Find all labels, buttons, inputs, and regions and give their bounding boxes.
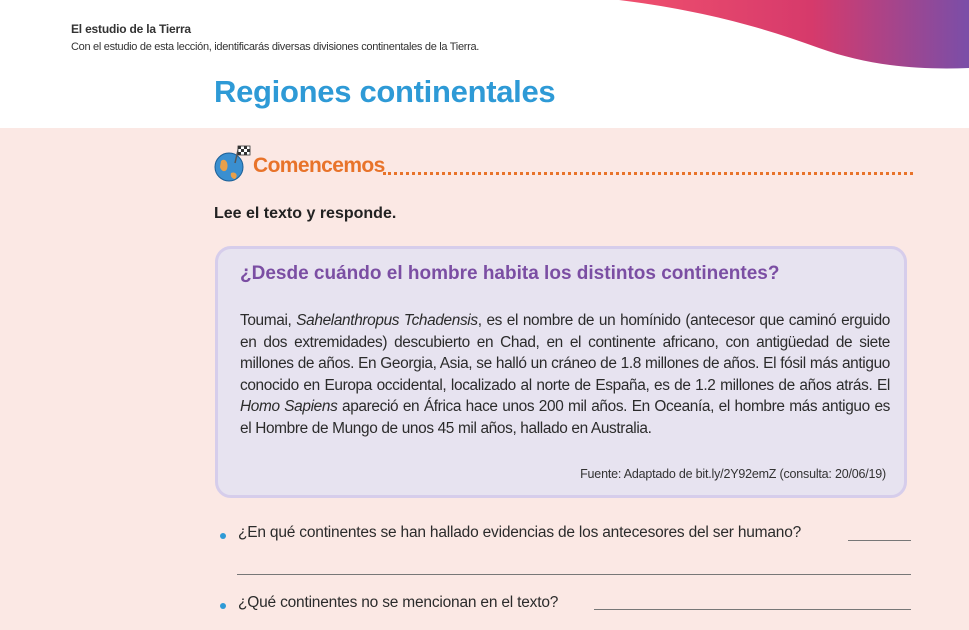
reading-text: , es el nombre de un homínido (antecesor que caminó erguido en dos extremidades) descubierto en Chad, en el continente africano, con antigüedad de siete millones de años. En Georgia, Asia, se halló un cráneo de 1.8 millones de años. El fósil más antiguo conocido en Europa occidental, localizado al norte de España, es de 1.2 millones de años atrás. El bbox=[240, 312, 890, 394]
question-text: ¿Qué continentes no se mencionan en el texto? bbox=[238, 594, 559, 611]
globe-flag-icon bbox=[213, 143, 251, 183]
reading-text: Toumai, bbox=[240, 312, 297, 329]
reading-source: Fuente: Adaptado de bit.ly/2Y92emZ (consulta: 20/06/19) bbox=[580, 467, 886, 481]
lesson-title: El estudio de la Tierra bbox=[71, 22, 191, 36]
decorative-swoosh bbox=[619, 0, 969, 70]
reading-title: ¿Desde cuándo el hombre habita los distintos continentes? bbox=[240, 263, 780, 284]
lesson-subtitle: Con el estudio de esta lección, identificarás diversas divisiones continentales de la Tierra. bbox=[71, 41, 480, 53]
answer-line[interactable] bbox=[848, 540, 911, 541]
reading-box bbox=[215, 246, 907, 498]
bullet-icon bbox=[220, 533, 226, 539]
question-text: ¿En qué continentes se han hallado evidencias de los antecesores del ser humano? bbox=[238, 524, 802, 541]
answer-line[interactable] bbox=[594, 609, 911, 610]
instruction-text: Lee el texto y responde. bbox=[214, 205, 397, 222]
species-name: Sahelanthropus Tchadensis bbox=[296, 312, 478, 329]
answer-line[interactable] bbox=[237, 574, 911, 575]
dotted-divider bbox=[383, 172, 913, 175]
reading-body bbox=[240, 310, 890, 439]
species-name: Homo Sapiens bbox=[240, 398, 338, 415]
page-header bbox=[0, 0, 969, 128]
section-header bbox=[213, 143, 913, 183]
reading-text: apareció en África hace unos 200 mil años. En Oceanía, el hombre más antiguo es el Hombre de Mungo de unos 45 mil años, hallado en Australia. bbox=[240, 398, 890, 437]
page-title: Regiones continentales bbox=[214, 74, 556, 109]
bullet-icon bbox=[220, 603, 226, 609]
section-label: Comencemos bbox=[253, 154, 385, 177]
